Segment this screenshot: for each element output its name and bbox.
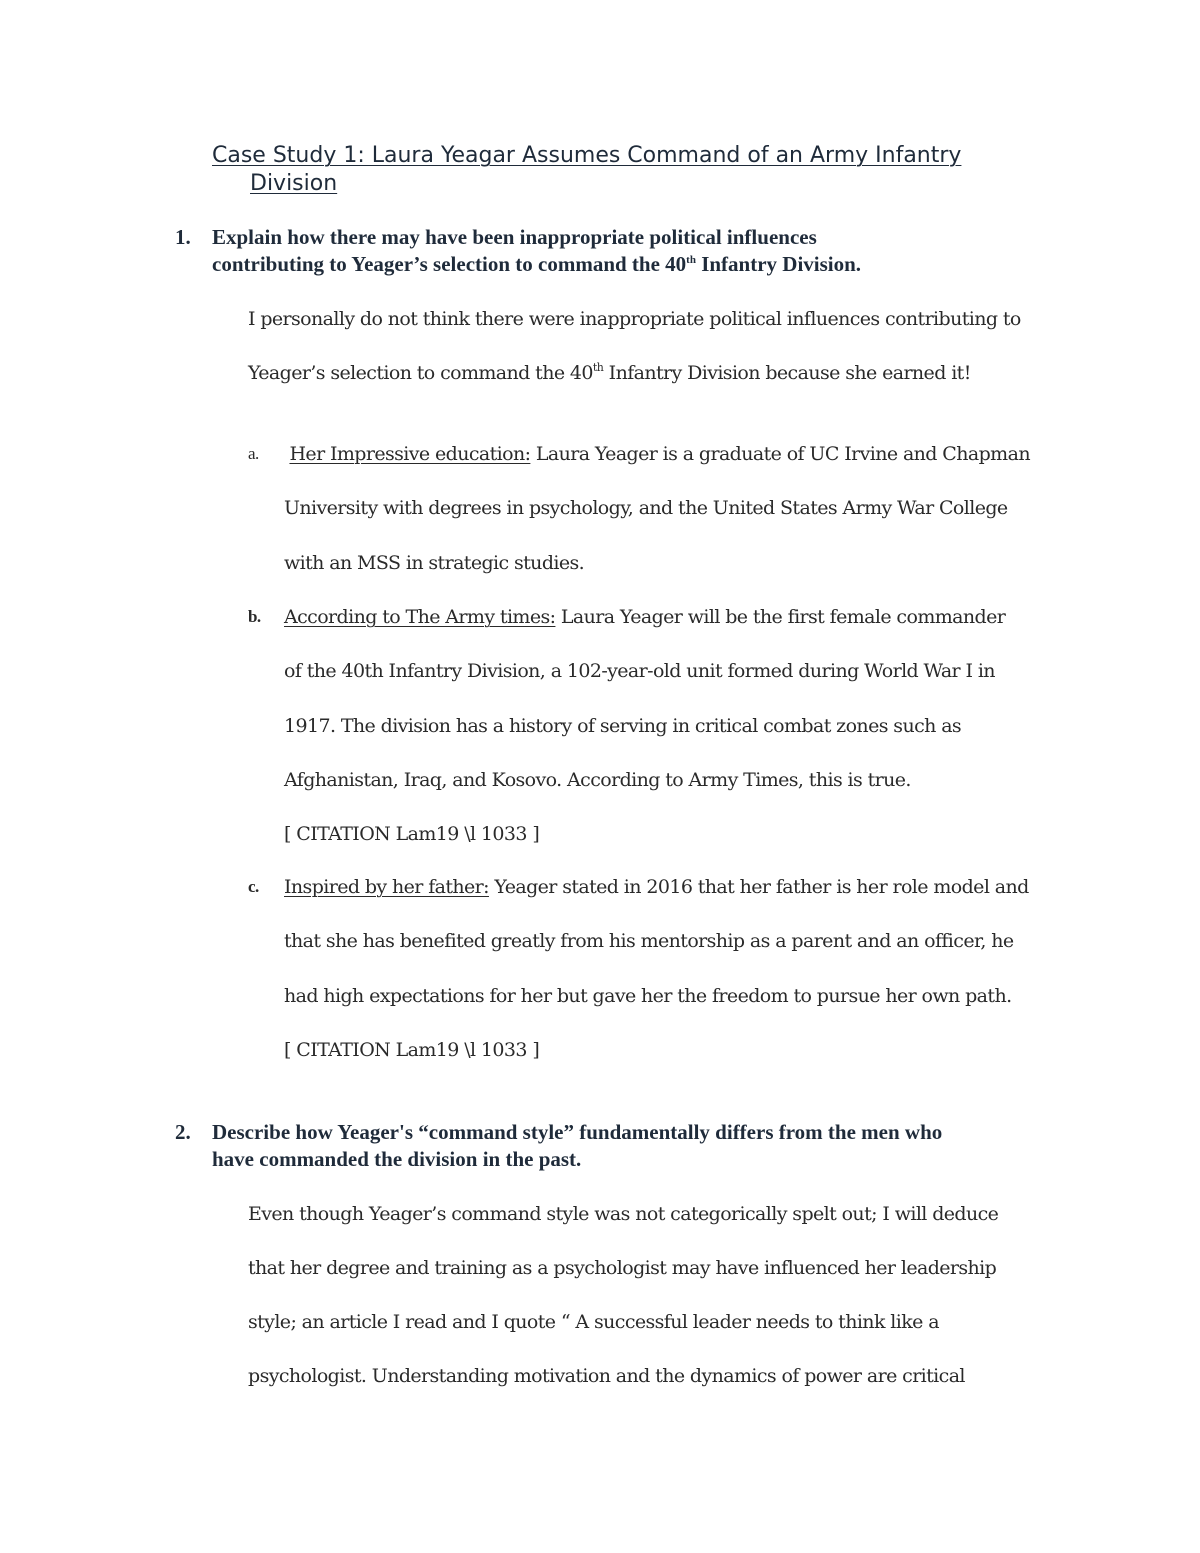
list-item-a-line-1-rest: Laura Yeager is a graduate of UC Irvine and Chapman xyxy=(530,443,1030,465)
question-1-line-1: Explain how there may have been inappropriate political influences xyxy=(212,225,817,249)
list-item-a-body xyxy=(284,427,1078,590)
list-item-b-line-1-rest: Laura Yeager will be the first female commander xyxy=(555,606,1006,628)
list-item-a-heading: Her Impressive education: xyxy=(289,443,531,465)
list-item-a xyxy=(248,427,1078,590)
list-item-b-citation: [ CITATION Lam19 \l 1033 ] xyxy=(284,823,540,846)
answer-1-line-2-post: Infantry Division because she earned it! xyxy=(603,362,971,384)
question-1 xyxy=(175,224,1075,278)
question-2-line-2: have commanded the division in the past. xyxy=(212,1147,582,1171)
list-item-a-line-1 xyxy=(284,427,1078,481)
list-item-c-citation: [ CITATION Lam19 \l 1033 ] xyxy=(284,1038,540,1061)
list-item-b-line-2: of the 40th Infantry Division, a 102-year-old unit formed during World War I in xyxy=(284,660,995,683)
list-item-a-line-2: University with degrees in psychology, and the United States Army War College xyxy=(284,497,1008,520)
question-2-number: 2. xyxy=(175,1120,191,1144)
list-item-b-heading: According to The Army times: xyxy=(284,606,556,628)
answer-1-superscript: th xyxy=(592,361,604,374)
list-item-c-line-1 xyxy=(284,860,1078,914)
question-1-text xyxy=(212,224,1075,278)
title-line-1: Case Study 1: Laura Yeagar Assumes Command of an Army Infantry xyxy=(212,143,962,168)
answer-2-line-1: Even though Yeager’s command style was not categorically spelt out; I will deduce xyxy=(248,1203,999,1225)
list-item-c-body xyxy=(284,860,1078,1077)
list-item-b-body xyxy=(284,590,1078,861)
question-1-number: 1. xyxy=(175,225,191,249)
answer-1-line-2 xyxy=(248,346,1068,400)
list-item-a-letter: a. xyxy=(248,444,259,463)
answer-2-line-2: that her degree and training as a psychologist may have influenced her leadership xyxy=(248,1257,997,1279)
answer-1-line-1: I personally do not think there were inappropriate political influences contributing to xyxy=(248,308,1021,330)
list-item-c-heading: Inspired by her father: xyxy=(284,876,489,898)
question-2-line-1: Describe how Yeager's “command style” fundamentally differs from the men who xyxy=(212,1120,943,1144)
answer-1-line-2-pre: Yeager’s selection to command the 40 xyxy=(248,362,593,384)
list-item-b-line-4: Afghanistan, Iraq, and Kosovo. According to Army Times, this is true. xyxy=(284,768,911,791)
list-item-c xyxy=(248,860,1078,1077)
list-item-b-line-3: 1917. The division has a history of serving in critical combat zones such as xyxy=(284,714,962,737)
list-item-a-line-3: with an MSS in strategic studies. xyxy=(284,551,585,574)
question-1-superscript: th xyxy=(686,254,696,266)
question-2 xyxy=(175,1119,1075,1173)
title-line-2: Division xyxy=(250,171,338,196)
answer-1 xyxy=(248,292,1068,400)
list-item-c-line-2: that she has benefited greatly from his mentorship as a parent and an officer, he xyxy=(284,930,1014,953)
answer-2-line-3: style; an article I read and I quote “ A successful leader needs to think like a xyxy=(248,1311,939,1333)
answer-2-line-4: psychologist. Understanding motivation and the dynamics of power are critical xyxy=(248,1365,965,1387)
list-item-c-line-1-rest: Yeager stated in 2016 that her father is her role model and xyxy=(488,876,1029,898)
list-item-b-line-1 xyxy=(284,590,1078,644)
question-2-text xyxy=(212,1119,1075,1173)
question-1-line-2-post: Infantry Division. xyxy=(695,252,862,276)
list-item-c-letter: c. xyxy=(248,877,259,896)
document-title xyxy=(212,142,1052,198)
list-item-b xyxy=(248,590,1078,861)
answer-2 xyxy=(248,1187,1068,1403)
list-item-b-letter: b. xyxy=(248,607,261,626)
question-1-line-2-pre: contributing to Yeager’s selection to command the 40 xyxy=(212,252,687,276)
list-item-c-line-3: had high expectations for her but gave her the freedom to pursue her own path. xyxy=(284,984,1012,1007)
